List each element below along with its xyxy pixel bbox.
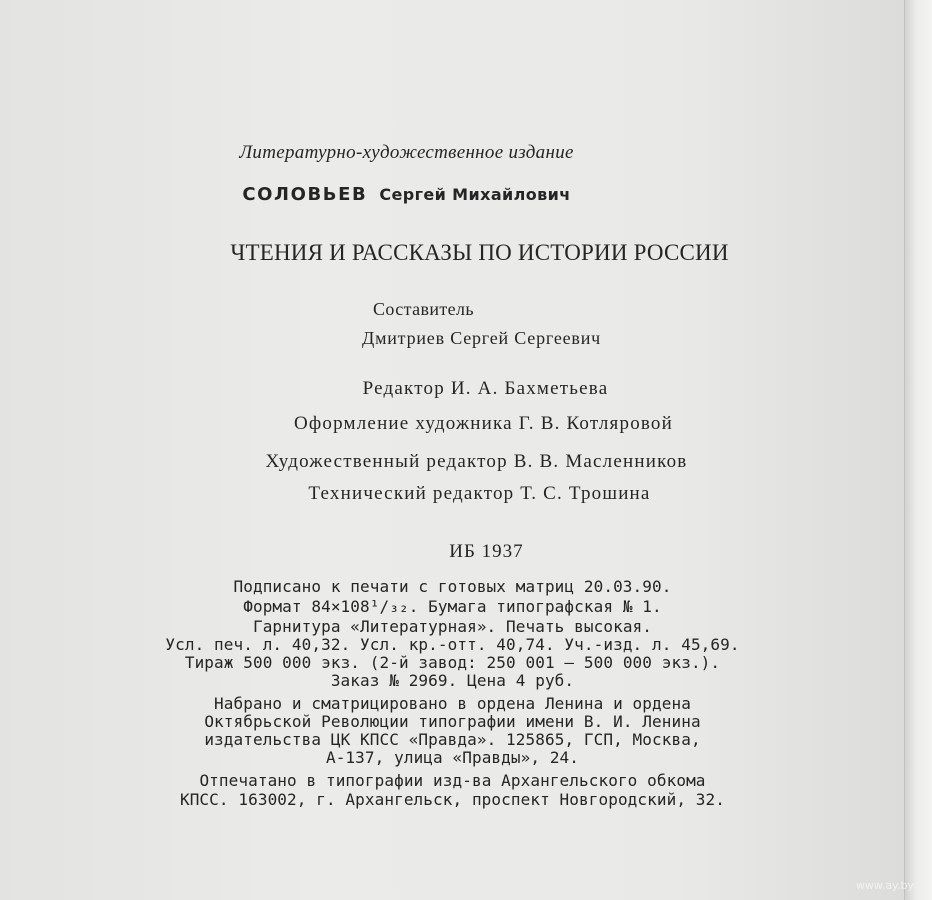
watermark: www.ay.by xyxy=(855,879,914,892)
ib-number: ИБ 1937 xyxy=(449,541,524,562)
author-surname: СОЛОВЬЕВ xyxy=(242,184,368,205)
credit-tech-editor: Технический редактор Т. С. Трошина xyxy=(308,483,651,504)
print-detail-line: Усл. печ. л. 40,32. Усл. кр.-отт. 40,74. Уч.-изд. л. 45,69. xyxy=(165,635,740,654)
credit-art-editor: Художественный редактор В. В. Масленников xyxy=(265,451,688,472)
printed-at-line: КПСС. 163002, г. Архангельск, проспект Новгородский, 32. xyxy=(179,790,726,809)
print-detail-line: Гарнитура «Литературная». Печать высокая. xyxy=(252,617,653,636)
printer-detail-line: Набрано и сматрицировано в ордена Ленина и ордена xyxy=(214,694,691,713)
author-given-names: Сергей Михайлович xyxy=(379,185,571,204)
compiler-name: Дмитриев Сергей Сергеевич xyxy=(361,328,601,348)
compiler-label: Составитель xyxy=(372,299,475,319)
printer-detail-line: А-137, улица «Правды», 24. xyxy=(325,748,580,767)
print-detail-line: Тираж 500 000 экз. (2-й завод: 250 001 — 500 000 экз.). xyxy=(184,653,721,672)
credit-editor: Редактор И. А. Бахметьева xyxy=(362,378,609,399)
author-line xyxy=(0,184,859,206)
printer-detail-line: Октябрьской Революции типографии имени В. И. Ленина xyxy=(204,712,701,731)
printer-detail-line: издательства ЦК КПСС «Правда». 125865, ГСП, Москва, xyxy=(204,730,701,749)
print-detail-line: Формат 84×108¹/₃₂. Бумага типографская № 1. xyxy=(243,597,662,616)
credit-design: Оформление художника Г. В. Котляровой xyxy=(293,413,673,434)
print-detail-line: Подписано к печати с готовых матриц 20.03.90. xyxy=(233,577,672,596)
page-edge xyxy=(904,0,932,900)
printed-at-line: Отпечатано в типографии изд-ва Архангельского обкома xyxy=(199,771,706,790)
book-title: ЧТЕНИЯ И РАССКАЗЫ ПО ИСТОРИИ РОССИИ xyxy=(230,240,729,265)
print-detail-line: Заказ № 2969. Цена 4 руб. xyxy=(330,671,575,690)
edition-type: Литературно-художественное издание xyxy=(239,142,574,163)
